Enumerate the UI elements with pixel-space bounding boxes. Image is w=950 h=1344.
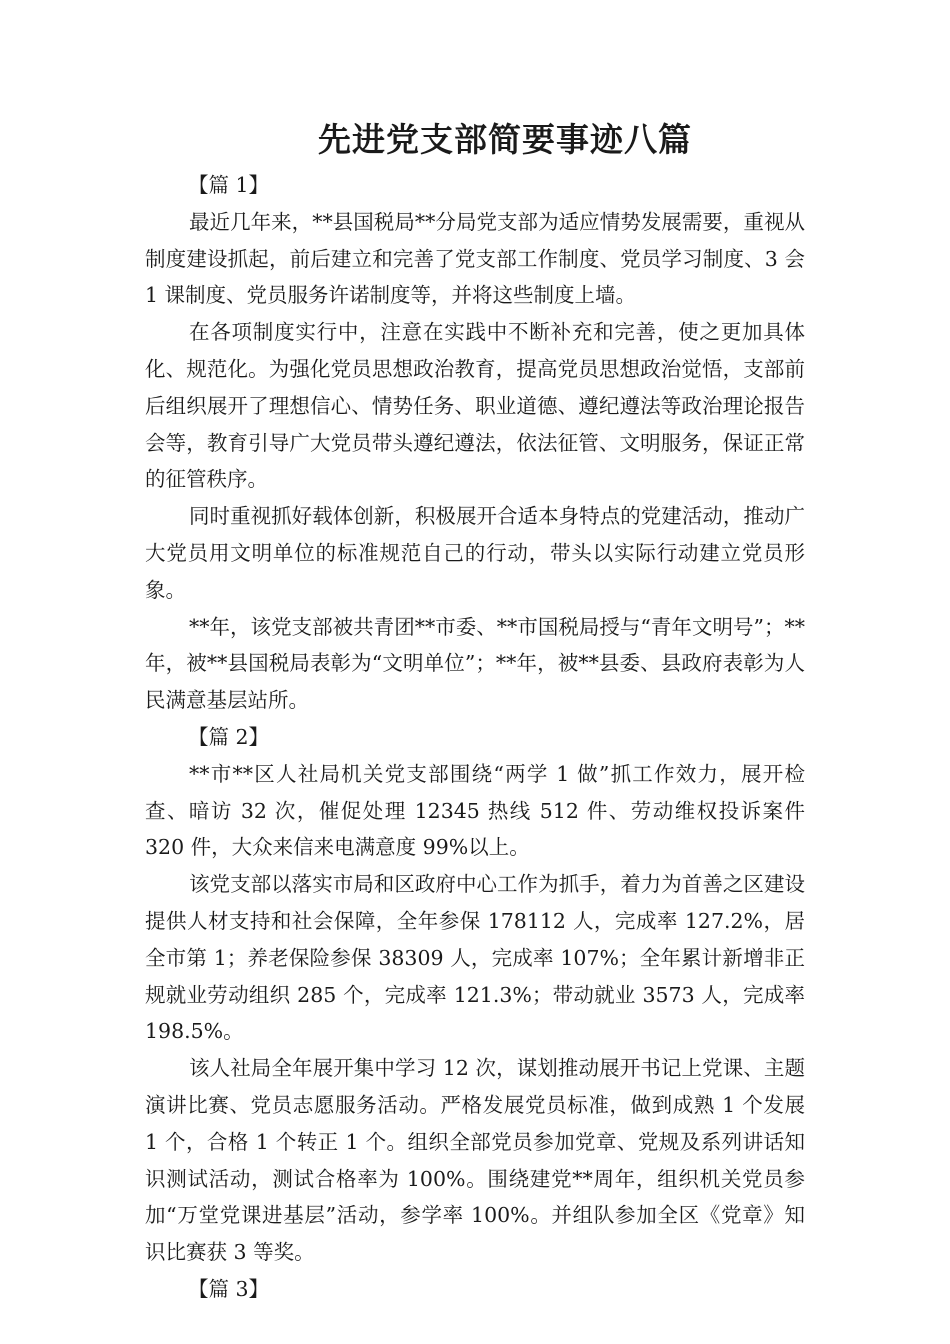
paragraph: **市**区人社局机关党支部围绕“两学 1 做”抓工作效力，展开检查、暗访 32 次，催促处理 12345 热线 512 件、劳动维权投诉案件 320 件，大众来信来电满意度 99%以上。: [145, 761, 805, 860]
paragraph: 该党支部以落实市局和区政府中心工作为抓手，着力为首善之区建设提供人材支持和社会保障，全年参保 178112 人，完成率 127.2%，居全市第 1；养老保险参保 38309 人，完成率 107%；全年累计新增非正规就业劳动组织 285 个，完成率 121.3%；带动就业 3573 人，完成率 198.5%。: [145, 872, 805, 1044]
document-body: [145, 167, 805, 1308]
paragraph: 最近几年来，**县国税局**分局党支部为适应情势发展需要，重视从制度建设抓起，前后建立和完善了党支部工作制度、党员学习制度、3 会 1 课制度、党员服务许诺制度等，并将这些制度上墙。: [145, 209, 805, 308]
section-heading-2: 【篇 2】: [188, 724, 270, 749]
paragraph: 在各项制度实行中，注意在实践中不断补充和完善，使之更加具体化、规范化。为强化党员思想政治教育，提高党员思想政治觉悟，支部前后组织展开了理想信心、情势任务、职业道德、遵纪遵法等政治理论报告会等，教育引导广大党员带头遵纪遵法，依法征管、文明服务，保证正常的征管秩序。: [145, 320, 805, 492]
section-heading-3: 【篇 3】: [188, 1276, 270, 1301]
paragraph: **年，该党支部被共青团**市委、**市国税局授与“青年文明号”；**年，被**县国税局表彰为“文明单位”；**年，被**县委、县政府表彰为人民满意基层站所。: [145, 614, 805, 713]
paragraph: 同时重视抓好载体创新，积极展开合适本身特点的党建活动，推动广大党员用文明单位的标准规范自己的行动，带头以实际行动建立党员形象。: [145, 504, 805, 602]
paragraph: 该人社局全年展开集中学习 12 次，谋划推动展开书记上党课、主题演讲比赛、党员志愿服务活动。严格发展党员标准，做到成熟 1 个发展 1 个，合格 1 个转正 1 个。组织全部党员参加党章、党规及系列讲话知识测试活动，测试合格率为 100%。围绕建党**周年，组织机关党员参加“万堂党课进基层”活动，参学率 100%。并组队参加全区《党章》知识比赛获 3 等奖。: [145, 1056, 805, 1265]
section-heading-1: 【篇 1】: [188, 173, 270, 197]
document-title: 先进党支部简要事迹八篇: [318, 120, 692, 159]
